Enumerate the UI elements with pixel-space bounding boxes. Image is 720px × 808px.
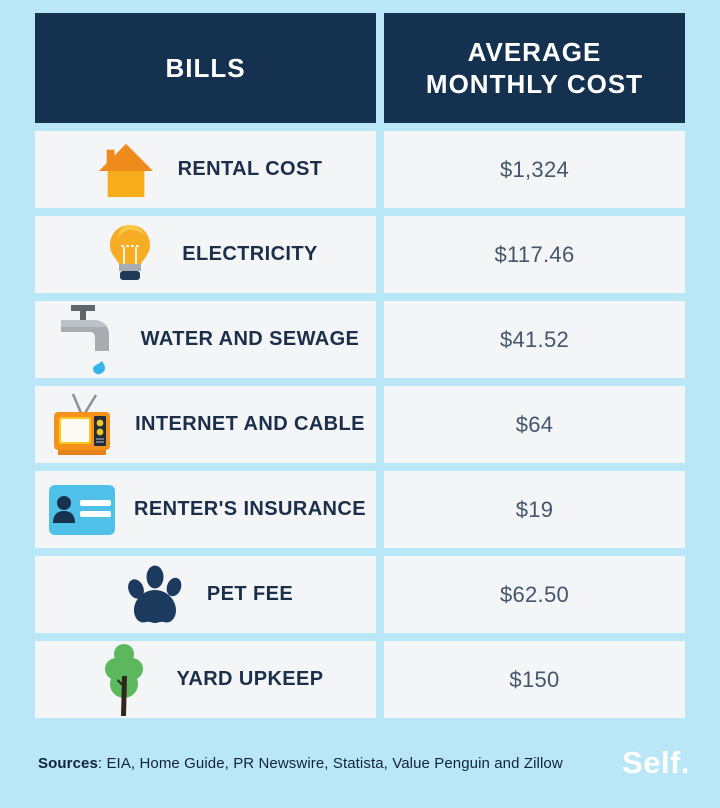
row-rental-cost — [35, 131, 376, 208]
bill-label: INTERNET AND CABLE — [135, 413, 365, 435]
cost-value: $1,324 — [499, 156, 570, 182]
cost-yard-upkeep — [384, 641, 685, 718]
bill-label: RENTAL COST — [177, 158, 323, 180]
bill-label: ELECTRICITY — [182, 243, 318, 265]
row-pet-fee — [35, 556, 376, 633]
faucet-icon — [52, 301, 126, 378]
bill-label: PET FEE — [206, 583, 294, 605]
sources-note — [38, 755, 563, 772]
cost-value: $19 — [515, 496, 554, 522]
sources-text: : EIA, Home Guide, PR Newswire, Statista, Value Penguin and Zillow — [97, 754, 563, 772]
cost-internet-and-cable — [384, 386, 685, 463]
tree-icon — [87, 641, 161, 718]
cost-value: $62.50 — [499, 581, 570, 607]
row-renters-insurance — [35, 471, 376, 548]
bill-label: WATER AND SEWAGE — [140, 328, 360, 350]
cost-rental-cost — [384, 131, 685, 208]
cost-renters-insurance — [384, 471, 685, 548]
cost-water-and-sewage — [384, 301, 685, 378]
row-yard-upkeep — [35, 641, 376, 718]
house-icon — [89, 131, 163, 208]
header-average-monthly-cost — [384, 13, 685, 123]
cost-pet-fee — [384, 556, 685, 633]
paw-icon — [118, 556, 192, 633]
bill-label: RENTER'S INSURANCE — [134, 498, 366, 520]
footer — [0, 718, 720, 808]
cost-electricity — [384, 216, 685, 293]
id-card-icon — [45, 471, 119, 548]
cost-value: $64 — [515, 411, 554, 437]
row-internet-and-cable — [35, 386, 376, 463]
header-bills-label: BILLS — [165, 52, 246, 83]
cost-value: $41.52 — [499, 326, 570, 352]
sources-label: Sources — [38, 754, 98, 772]
row-electricity — [35, 216, 376, 293]
header-cost-label: AVERAGE MONTHLY COST — [425, 36, 644, 99]
cost-value: $150 — [509, 666, 560, 692]
row-water-and-sewage — [35, 301, 376, 378]
tv-icon — [46, 386, 120, 463]
header-bills — [35, 13, 376, 123]
bill-label: YARD UPKEEP — [176, 668, 324, 690]
lightbulb-icon — [93, 216, 167, 293]
self-logo: Self. — [622, 745, 690, 780]
cost-value: $117.46 — [494, 241, 575, 267]
